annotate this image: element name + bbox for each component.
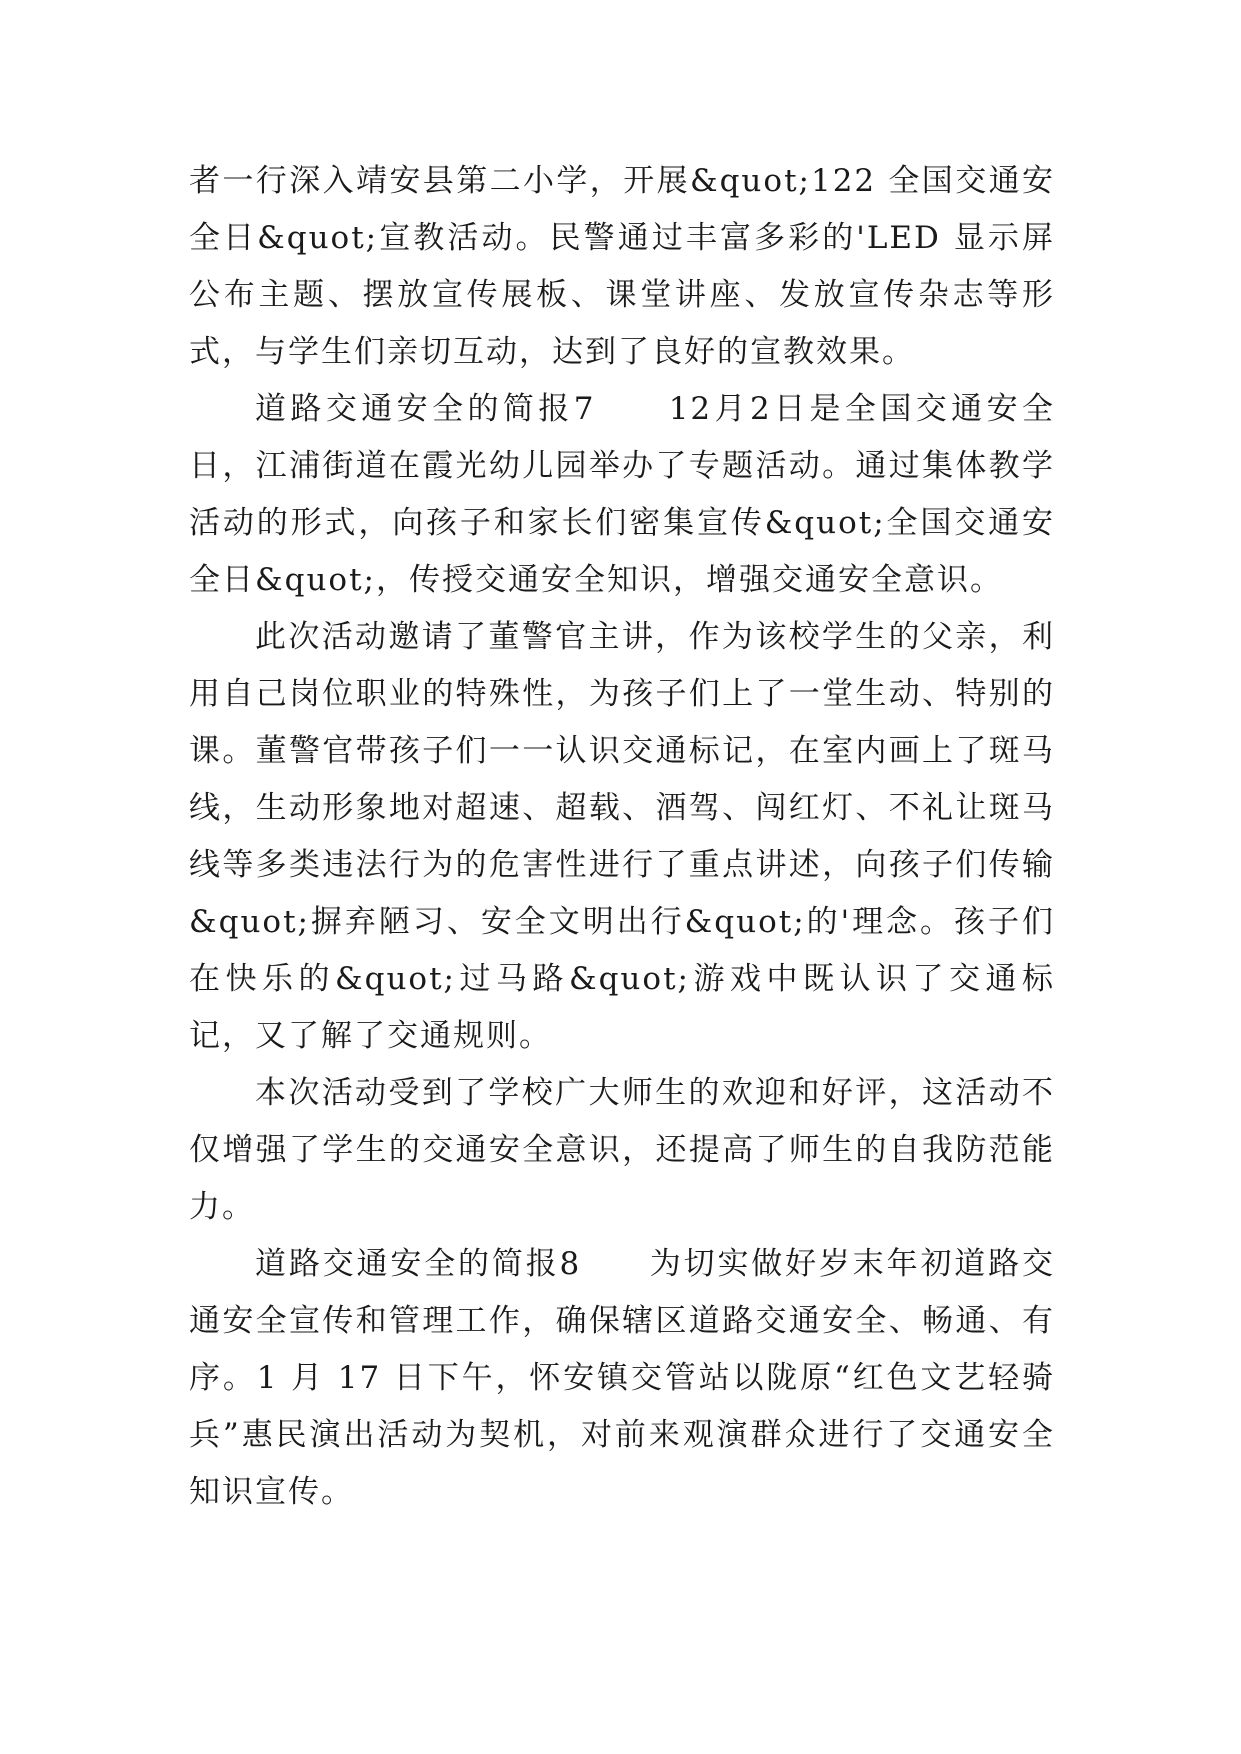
paragraph: 本次活动受到了学校广大师生的欢迎和好评，这活动不仅增强了学生的交通安全意识，还提高了师生的自我防范能力。 [189, 1075, 1055, 1225]
paragraph: 者一行深入靖安县第二小学，开展&quot;122 全国交通安全日&quot;宣教活动。民警通过丰富多彩的'LED 显示屏公布主题、摆放宣传展板、课堂讲座、发放宣传杂志等形式，与学生们亲切互动，达到了良好的宣教效果。 [189, 163, 1055, 370]
document-body [189, 153, 1055, 1521]
paragraph: 道路交通安全的简报7 12月2日是全国交通安全日，江浦街道在霞光幼儿园举办了专题活动。通过集体教学活动的形式，向孩子和家长们密集宣传&quot;全国交通安全日&quot;，传授交通安全知识，增强交通安全意识。 [189, 391, 1055, 598]
paragraph: 此次活动邀请了董警官主讲，作为该校学生的父亲，利用自己岗位职业的特殊性，为孩子们上了一堂生动、特别的课。董警官带孩子们一一认识交通标记，在室内画上了斑马线，生动形象地对超速、超载、酒驾、闯红灯、不礼让斑马线等多类违法行为的危害性进行了重点讲述，向孩子们传输&quot;摒弃陋习、安全文明出行&quot;的'理念。孩子们在快乐的&quot;过马路&quot;游戏中既认识了交通标记，又了解了交通规则。 [189, 619, 1055, 1054]
paragraph: 道路交通安全的简报8 为切实做好岁末年初道路交通安全宣传和管理工作，确保辖区道路交通安全、畅通、有序。1 月 17 日下午，怀安镇交管站以陇原“红色文艺轻骑兵”惠民演出活动为契机，对前来观演群众进行了交通安全知识宣传。 [189, 1246, 1055, 1510]
